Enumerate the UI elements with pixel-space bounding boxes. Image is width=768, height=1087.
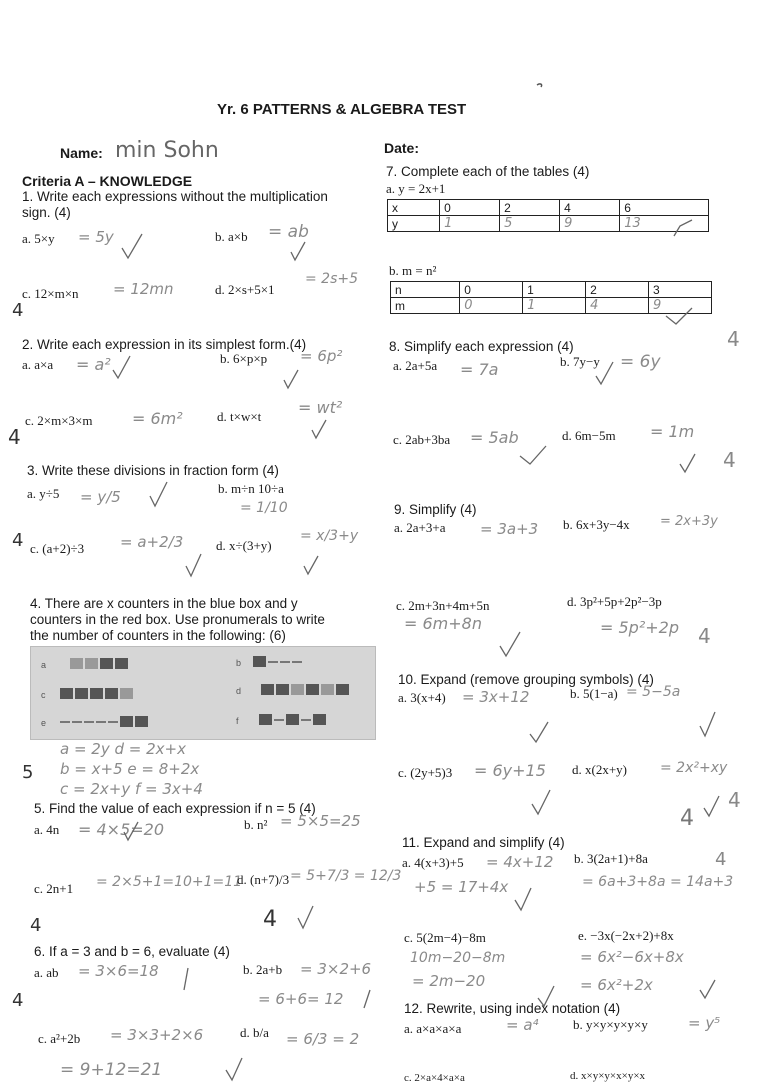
check-icon bbox=[364, 990, 370, 1008]
q2c: c. 2×m×3×m bbox=[25, 413, 93, 428]
q9b: b. 6x+3y−4x bbox=[563, 517, 630, 532]
q6d: d. b/a bbox=[240, 1025, 269, 1040]
q1b-answer: = ab bbox=[268, 222, 309, 242]
q1c: c. 12×m×n bbox=[22, 286, 79, 301]
q2a: a. a×a bbox=[22, 357, 54, 372]
counter-label-e: e bbox=[41, 718, 47, 728]
q11-score: 4 bbox=[715, 849, 727, 870]
q9c-answer: = 6m+8n bbox=[404, 614, 482, 633]
table-cell-answer: 5 bbox=[500, 216, 560, 232]
q8-score: 4 bbox=[723, 448, 736, 472]
check-icon bbox=[515, 888, 531, 910]
check-icon bbox=[666, 308, 692, 324]
q8d: d. 6m−5m bbox=[562, 428, 616, 443]
table-cell-answer: 4 bbox=[586, 298, 649, 314]
q11c: c. 5(2m−4)−8m bbox=[404, 930, 486, 945]
table-cell-answer: 9 bbox=[560, 216, 620, 232]
q9a-answer: = 3a+3 bbox=[480, 520, 539, 538]
q10c-answer: = 6y+15 bbox=[474, 761, 546, 780]
q6-title: 6. If a = 3 and b = 6, evaluate (4) bbox=[34, 944, 230, 959]
q3c-answer: = a+2/3 bbox=[120, 533, 184, 551]
q12a-answer: = a⁴ bbox=[506, 1016, 539, 1034]
check-icon bbox=[284, 370, 298, 388]
q5-right-mark: 4 bbox=[680, 806, 694, 831]
check-icon bbox=[596, 362, 613, 384]
table-cell: n bbox=[391, 282, 460, 298]
check-icon bbox=[226, 1058, 242, 1080]
table-cell-answer: 13 bbox=[620, 216, 709, 232]
q1-title-2: sign. (4) bbox=[22, 205, 71, 220]
q7a-label: a. y = 2x+1 bbox=[386, 181, 446, 196]
q8b: b. 7y−y bbox=[560, 354, 600, 369]
q7-score: 4 bbox=[727, 327, 740, 351]
q12-title: 12. Rewrite, using index notation (4) bbox=[404, 1001, 621, 1016]
q11a-answer: = 4x+12 bbox=[486, 853, 554, 871]
q11c-answer-2: = 2m−20 bbox=[412, 972, 486, 990]
q6a-answer: = 3×6=18 bbox=[78, 962, 159, 980]
q12a: a. a×a×a×a bbox=[404, 1021, 462, 1036]
q2c-answer: = 6m² bbox=[132, 409, 183, 428]
q5c-answer: = 2×5+1=10+1=11 bbox=[96, 874, 243, 890]
q9d: d. 3p²+5p+2p²−3p bbox=[567, 594, 662, 609]
q8a-answer: = 7a bbox=[460, 360, 499, 379]
q11e-answer-2: = 6x²+2x bbox=[580, 976, 653, 994]
q3c: c. (a+2)÷3 bbox=[30, 541, 85, 556]
q10-score: 4 bbox=[728, 788, 741, 812]
q4-answers-3: c = 2x+y f = 3x+4 bbox=[60, 780, 203, 798]
q1-title: 1. Write each expressions without the multiplication bbox=[22, 189, 328, 204]
q2d-answer: = wt² bbox=[298, 398, 343, 417]
check-icon bbox=[700, 980, 715, 998]
q10d-answer: = 2x²+xy bbox=[660, 760, 728, 776]
q5d-score: 4 bbox=[263, 907, 277, 932]
counter-label-b: b bbox=[236, 658, 242, 668]
check-icon bbox=[184, 968, 188, 990]
q1c-answer: = 12mn bbox=[113, 280, 174, 298]
q11c-answer: 10m−20−8m bbox=[410, 950, 506, 966]
q5-title: 5. Find the value of each expression if n = 5 (4) bbox=[34, 801, 316, 816]
q4-title-3: the number of counters in the following: (6) bbox=[30, 628, 286, 643]
q2a-answer: = a² bbox=[76, 355, 111, 374]
counter-label-a: a bbox=[41, 660, 47, 670]
q5a-answer: = 4×5=20 bbox=[78, 820, 165, 839]
q8d-answer: = 1m bbox=[650, 422, 695, 441]
q2d: d. t×w×t bbox=[217, 409, 262, 424]
q11e-answer: = 6x²−6x+8x bbox=[580, 948, 684, 966]
counter-label-f: f bbox=[236, 716, 239, 726]
q10a-answer: = 3x+12 bbox=[462, 688, 530, 706]
q6a: a. ab bbox=[34, 965, 59, 980]
check-icon bbox=[700, 712, 715, 736]
name-value: min Sohn bbox=[115, 138, 219, 163]
check-icon bbox=[680, 454, 695, 472]
q1d-answer: = 2s+5 bbox=[305, 271, 359, 287]
table-cell: m bbox=[391, 298, 460, 314]
page-title: Yr. 6 PATTERNS & ALGEBRA TEST bbox=[217, 101, 467, 118]
q1d: d. 2×s+5×1 bbox=[215, 282, 275, 297]
q3a-answer: = y/5 bbox=[80, 488, 121, 506]
q5-score: 4 bbox=[30, 915, 42, 936]
q11b: b. 3(2a+1)+8a bbox=[574, 851, 648, 866]
check-icon bbox=[538, 986, 554, 1006]
q2-title: 2. Write each expression in its simplest form.(4) bbox=[22, 337, 307, 352]
q6b-answer: = 3×2+6 bbox=[300, 960, 372, 978]
q11e: e. −3x(−2x+2)+8x bbox=[578, 928, 674, 943]
table-cell: 3 bbox=[649, 282, 712, 298]
q10b: b. 5(1−a) bbox=[570, 686, 618, 701]
check-icon bbox=[500, 632, 520, 656]
table-cell-answer: 9 bbox=[649, 298, 712, 314]
q8c: c. 2ab+3ba bbox=[393, 432, 451, 447]
date-label: Date: bbox=[384, 140, 420, 156]
q4-title-2: counters in the red box. Use pronumerals to write bbox=[30, 612, 325, 627]
q1b: b. a×b bbox=[215, 229, 248, 244]
q10a: a. 3(x+4) bbox=[398, 690, 446, 705]
q9b-answer: = 2x+3y bbox=[660, 514, 718, 529]
q6c: c. a²+2b bbox=[38, 1031, 81, 1046]
q1a-answer: = 5y bbox=[78, 228, 114, 246]
table-cell: 6 bbox=[620, 200, 709, 216]
q3-score: 4 bbox=[12, 530, 24, 551]
q9c: c. 2m+3n+4m+5n bbox=[396, 598, 490, 613]
table-cell: 1 bbox=[523, 282, 586, 298]
q10-title: 10. Expand (remove grouping symbols) (4) bbox=[398, 672, 654, 687]
q6d-answer: = 6/3 = 2 bbox=[286, 1030, 360, 1048]
q6c-answer-2: = 9+12=21 bbox=[60, 1060, 163, 1080]
q11b-answer: = 6a+3+8a = 14a+3 bbox=[582, 874, 734, 890]
q7-title: 7. Complete each of the tables (4) bbox=[386, 164, 590, 179]
q1-score: 4 bbox=[12, 300, 24, 321]
check-icon bbox=[674, 220, 692, 236]
q3a: a. y÷5 bbox=[27, 486, 60, 501]
table-cell: x bbox=[388, 200, 440, 216]
q5c: c. 2n+1 bbox=[34, 881, 74, 896]
q12c: c. 2×a×4×a×a bbox=[404, 1072, 465, 1084]
q11a-answer-2: +5 = 17+4x bbox=[414, 878, 509, 896]
q1a: a. 5×y bbox=[22, 231, 55, 246]
q6c-answer: = 3×3+2×6 bbox=[110, 1026, 204, 1044]
q10d: d. x(2x+y) bbox=[572, 762, 627, 777]
check-icon bbox=[304, 556, 318, 574]
check-icon bbox=[704, 796, 719, 816]
check-icon bbox=[186, 554, 201, 576]
q5b: b. n² bbox=[244, 817, 268, 832]
name-label: Name: bbox=[60, 145, 103, 161]
q3d: d. x÷(3+y) bbox=[216, 538, 272, 553]
q12b: b. y×y×y×y×y bbox=[573, 1017, 648, 1032]
q9-title: 9. Simplify (4) bbox=[394, 502, 477, 517]
q4-answers-2: b = x+5 e = 8+2x bbox=[60, 760, 200, 778]
q6-score: 4 bbox=[12, 990, 24, 1011]
q8a: a. 2a+5a bbox=[393, 358, 438, 373]
check-icon bbox=[532, 790, 550, 814]
check-icon bbox=[122, 234, 142, 258]
q7b-label: b. m = n² bbox=[389, 263, 437, 278]
q3-title: 3. Write these divisions in fraction form (4) bbox=[27, 463, 279, 478]
q5b-answer: = 5×5=25 bbox=[280, 812, 361, 830]
q3d-answer: = x/3+y bbox=[300, 528, 359, 544]
table-cell: 2 bbox=[586, 282, 649, 298]
check-icon bbox=[113, 356, 130, 378]
q4-score: 5 bbox=[22, 762, 34, 783]
counter-label-c: c bbox=[41, 690, 46, 700]
q3b: b. m÷n 10÷a bbox=[218, 481, 284, 496]
q2b-answer: = 6p² bbox=[300, 347, 343, 365]
q11a: a. 4(x+3)+5 bbox=[402, 855, 464, 870]
q10c: c. (2y+5)3 bbox=[398, 765, 453, 780]
q12d: d. x×y×y×x×y×x bbox=[570, 1070, 646, 1082]
q4-answers-1: a = 2y d = 2x+x bbox=[60, 740, 186, 758]
q3b-answer: = 1/10 bbox=[240, 500, 288, 516]
q9a: a. 2a+3+a bbox=[394, 520, 446, 535]
check-icon bbox=[312, 420, 326, 438]
table-cell: 0 bbox=[440, 200, 500, 216]
table-cell-answer: 0 bbox=[460, 298, 523, 314]
table-cell: 2 bbox=[500, 200, 560, 216]
q10b-answer: = 5−5a bbox=[626, 684, 681, 700]
check-icon bbox=[124, 822, 138, 840]
check-icon bbox=[520, 446, 546, 464]
q6b-answer-2: = 6+6= 12 bbox=[258, 990, 344, 1008]
q4-title: 4. There are x counters in the blue box and y bbox=[30, 596, 298, 611]
table-cell: 4 bbox=[560, 200, 620, 216]
q8b-answer: = 6y bbox=[620, 352, 661, 372]
q11-title: 11. Expand and simplify (4) bbox=[402, 835, 565, 850]
check-icon bbox=[530, 722, 548, 742]
check-icon bbox=[291, 242, 305, 260]
table-cell-answer: 1 bbox=[440, 216, 500, 232]
q6b: b. 2a+b bbox=[243, 962, 283, 977]
q5d-answer: = 5+7/3 = 12/3 bbox=[290, 868, 402, 884]
q9-score: 4 bbox=[698, 624, 711, 648]
q2-score: 4 bbox=[8, 425, 21, 449]
q2b: b. 6×p×p bbox=[220, 351, 268, 366]
q5a: a. 4n bbox=[34, 822, 60, 837]
table-cell-answer: 1 bbox=[523, 298, 586, 314]
q9d-answer: = 5p²+2p bbox=[600, 618, 679, 637]
q8-title: 8. Simplify each expression (4) bbox=[389, 339, 574, 354]
q8c-answer: = 5ab bbox=[470, 428, 519, 447]
q5d: d. (n+7)/3 bbox=[237, 872, 290, 887]
q12b-answer: = y⁵ bbox=[688, 1014, 721, 1032]
check-icon bbox=[150, 482, 167, 506]
table-cell: y bbox=[388, 216, 440, 232]
table-cell: 0 bbox=[460, 282, 523, 298]
check-icon bbox=[298, 906, 313, 928]
counter-label-d: d bbox=[236, 686, 242, 696]
criteria-heading: Criteria A – KNOWLEDGE bbox=[22, 173, 193, 189]
